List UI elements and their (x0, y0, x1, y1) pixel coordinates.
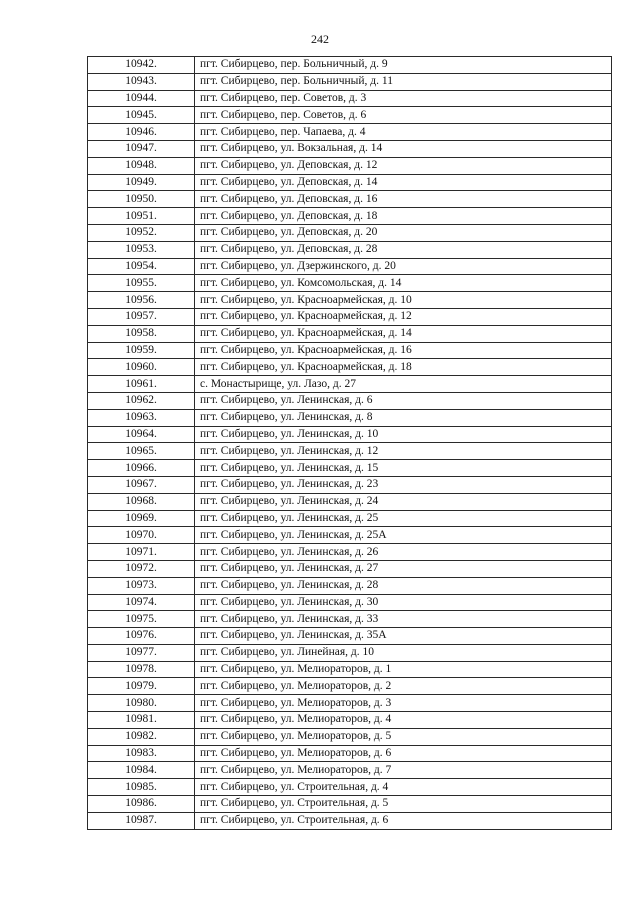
row-number-cell: 10948. (88, 157, 195, 174)
row-number-cell: 10973. (88, 577, 195, 594)
row-number-cell: 10961. (88, 376, 195, 393)
address-cell: пгт. Сибирцево, ул. Мелиораторов, д. 4 (195, 712, 612, 729)
row-number-cell: 10977. (88, 644, 195, 661)
table-row (88, 779, 612, 796)
address-cell: пгт. Сибирцево, ул. Ленинская, д. 12 (195, 443, 612, 460)
table-row (88, 611, 612, 628)
address-cell: пгт. Сибирцево, ул. Ленинская, д. 25А (195, 527, 612, 544)
address-cell: пгт. Сибирцево, ул. Ленинская, д. 10 (195, 426, 612, 443)
address-cell: пгт. Сибирцево, ул. Мелиораторов, д. 5 (195, 728, 612, 745)
address-cell: пгт. Сибирцево, ул. Линейная, д. 10 (195, 644, 612, 661)
row-number-cell: 10975. (88, 611, 195, 628)
table-row (88, 796, 612, 813)
table-row (88, 476, 612, 493)
row-number-cell: 10959. (88, 342, 195, 359)
table-row (88, 191, 612, 208)
row-number-cell: 10980. (88, 695, 195, 712)
address-cell: пгт. Сибирцево, ул. Красноармейская, д. 10 (195, 292, 612, 309)
address-cell: пгт. Сибирцево, ул. Деповская, д. 28 (195, 241, 612, 258)
row-number-cell: 10981. (88, 712, 195, 729)
address-table (87, 56, 612, 830)
table-row (88, 224, 612, 241)
table-row (88, 544, 612, 561)
row-number-cell: 10970. (88, 527, 195, 544)
table-row (88, 107, 612, 124)
address-cell: пгт. Сибирцево, ул. Мелиораторов, д. 2 (195, 678, 612, 695)
table-row (88, 157, 612, 174)
row-number-cell: 10965. (88, 443, 195, 460)
address-cell: пгт. Сибирцево, ул. Строительная, д. 4 (195, 779, 612, 796)
address-cell: пгт. Сибирцево, ул. Мелиораторов, д. 7 (195, 762, 612, 779)
table-row (88, 409, 612, 426)
address-cell: пгт. Сибирцево, ул. Строительная, д. 6 (195, 812, 612, 829)
table-row (88, 661, 612, 678)
table-row (88, 208, 612, 225)
table-row (88, 678, 612, 695)
address-cell: пгт. Сибирцево, ул. Ленинская, д. 25 (195, 510, 612, 527)
address-cell: пгт. Сибирцево, ул. Дзержинского, д. 20 (195, 258, 612, 275)
address-cell: пгт. Сибирцево, пер. Советов, д. 6 (195, 107, 612, 124)
address-cell: пгт. Сибирцево, ул. Ленинская, д. 26 (195, 544, 612, 561)
row-number-cell: 10951. (88, 208, 195, 225)
row-number-cell: 10955. (88, 275, 195, 292)
table-row (88, 728, 612, 745)
table-row (88, 174, 612, 191)
row-number-cell: 10962. (88, 392, 195, 409)
address-cell: пгт. Сибирцево, ул. Деповская, д. 16 (195, 191, 612, 208)
address-cell: пгт. Сибирцево, ул. Мелиораторов, д. 3 (195, 695, 612, 712)
row-number-cell: 10957. (88, 308, 195, 325)
table-row (88, 241, 612, 258)
address-cell: пгт. Сибирцево, ул. Ленинская, д. 24 (195, 493, 612, 510)
table-row (88, 493, 612, 510)
table-row (88, 359, 612, 376)
row-number-cell: 10952. (88, 224, 195, 241)
table-row (88, 560, 612, 577)
table-row (88, 342, 612, 359)
address-cell: пгт. Сибирцево, ул. Ленинская, д. 15 (195, 460, 612, 477)
address-cell: пгт. Сибирцево, ул. Деповская, д. 20 (195, 224, 612, 241)
address-cell: пгт. Сибирцево, ул. Ленинская, д. 27 (195, 560, 612, 577)
address-cell: пгт. Сибирцево, пер. Больничный, д. 9 (195, 57, 612, 74)
address-cell: пгт. Сибирцево, пер. Советов, д. 3 (195, 90, 612, 107)
address-cell: с. Монастырище, ул. Лазо, д. 27 (195, 376, 612, 393)
table-row (88, 90, 612, 107)
row-number-cell: 10950. (88, 191, 195, 208)
address-cell: пгт. Сибирцево, ул. Красноармейская, д. 16 (195, 342, 612, 359)
row-number-cell: 10947. (88, 140, 195, 157)
table-row (88, 124, 612, 141)
table-row (88, 443, 612, 460)
table-row (88, 308, 612, 325)
address-cell: пгт. Сибирцево, ул. Ленинская, д. 30 (195, 594, 612, 611)
row-number-cell: 10974. (88, 594, 195, 611)
table-row (88, 577, 612, 594)
row-number-cell: 10969. (88, 510, 195, 527)
row-number-cell: 10967. (88, 476, 195, 493)
row-number-cell: 10943. (88, 73, 195, 90)
table-row (88, 527, 612, 544)
table-row (88, 510, 612, 527)
row-number-cell: 10983. (88, 745, 195, 762)
table-row (88, 258, 612, 275)
address-cell: пгт. Сибирцево, ул. Красноармейская, д. 12 (195, 308, 612, 325)
address-cell: пгт. Сибирцево, ул. Красноармейская, д. 14 (195, 325, 612, 342)
address-cell: пгт. Сибирцево, ул. Вокзальная, д. 14 (195, 140, 612, 157)
address-cell: пгт. Сибирцево, ул. Ленинская, д. 8 (195, 409, 612, 426)
address-cell: пгт. Сибирцево, ул. Деповская, д. 14 (195, 174, 612, 191)
address-cell: пгт. Сибирцево, ул. Комсомольская, д. 14 (195, 275, 612, 292)
table-row (88, 275, 612, 292)
row-number-cell: 10982. (88, 728, 195, 745)
row-number-cell: 10953. (88, 241, 195, 258)
table-row (88, 695, 612, 712)
table-row (88, 460, 612, 477)
table-row (88, 594, 612, 611)
row-number-cell: 10966. (88, 460, 195, 477)
row-number-cell: 10942. (88, 57, 195, 74)
address-cell: пгт. Сибирцево, ул. Деповская, д. 12 (195, 157, 612, 174)
row-number-cell: 10964. (88, 426, 195, 443)
address-table-body (88, 57, 612, 830)
row-number-cell: 10979. (88, 678, 195, 695)
address-cell: пгт. Сибирцево, ул. Деповская, д. 18 (195, 208, 612, 225)
row-number-cell: 10978. (88, 661, 195, 678)
table-row (88, 392, 612, 409)
table-row (88, 140, 612, 157)
table-row (88, 712, 612, 729)
row-number-cell: 10960. (88, 359, 195, 376)
table-row (88, 644, 612, 661)
table-row (88, 812, 612, 829)
row-number-cell: 10954. (88, 258, 195, 275)
row-number-cell: 10958. (88, 325, 195, 342)
page-number: 242 (311, 32, 329, 46)
row-number-cell: 10986. (88, 796, 195, 813)
address-cell: пгт. Сибирцево, пер. Чапаева, д. 4 (195, 124, 612, 141)
address-cell: пгт. Сибирцево, ул. Ленинская, д. 23 (195, 476, 612, 493)
row-number-cell: 10968. (88, 493, 195, 510)
table-row (88, 426, 612, 443)
table-row (88, 628, 612, 645)
row-number-cell: 10956. (88, 292, 195, 309)
address-cell: пгт. Сибирцево, ул. Мелиораторов, д. 6 (195, 745, 612, 762)
row-number-cell: 10985. (88, 779, 195, 796)
address-cell: пгт. Сибирцево, ул. Ленинская, д. 35А (195, 628, 612, 645)
table-row (88, 73, 612, 90)
row-number-cell: 10944. (88, 90, 195, 107)
row-number-cell: 10945. (88, 107, 195, 124)
row-number-cell: 10987. (88, 812, 195, 829)
table-row (88, 325, 612, 342)
row-number-cell: 10963. (88, 409, 195, 426)
table-row (88, 376, 612, 393)
row-number-cell: 10946. (88, 124, 195, 141)
table-row (88, 57, 612, 74)
address-cell: пгт. Сибирцево, ул. Ленинская, д. 6 (195, 392, 612, 409)
address-cell: пгт. Сибирцево, ул. Строительная, д. 5 (195, 796, 612, 813)
row-number-cell: 10984. (88, 762, 195, 779)
row-number-cell: 10971. (88, 544, 195, 561)
table-row (88, 292, 612, 309)
address-cell: пгт. Сибирцево, ул. Ленинская, д. 33 (195, 611, 612, 628)
row-number-cell: 10949. (88, 174, 195, 191)
row-number-cell: 10972. (88, 560, 195, 577)
address-cell: пгт. Сибирцево, ул. Мелиораторов, д. 1 (195, 661, 612, 678)
address-cell: пгт. Сибирцево, ул. Красноармейская, д. 18 (195, 359, 612, 376)
row-number-cell: 10976. (88, 628, 195, 645)
address-cell: пгт. Сибирцево, пер. Больничный, д. 11 (195, 73, 612, 90)
address-cell: пгт. Сибирцево, ул. Ленинская, д. 28 (195, 577, 612, 594)
table-row (88, 745, 612, 762)
table-row (88, 762, 612, 779)
